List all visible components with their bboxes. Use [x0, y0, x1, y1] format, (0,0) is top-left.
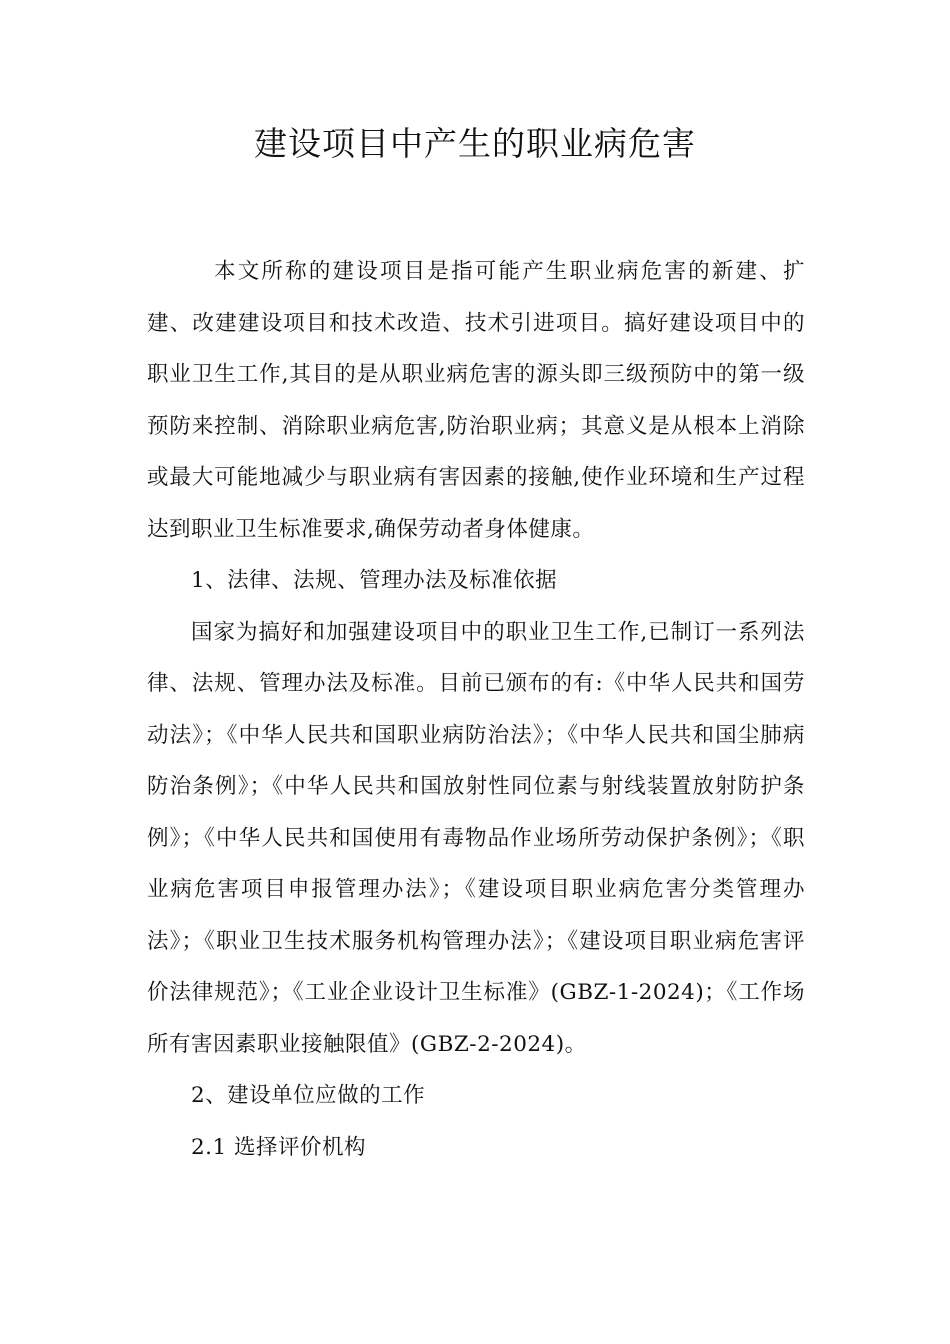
intro-paragraph: 本文所称的建设项目是指可能产生职业病危害的新建、扩建、改建建设项目和技术改造、技术引进项目。搞好建设项目中的职业卫生工作,其目的是从职业病危害的源头即三级预防中的第一级预防来控制、消除职业病危害,防治职业病；其意义是从根本上消除或最大可能地减少与职业病有害因素的接触,使作业环境和生产过程达到职业卫生标准要求,确保劳动者身体健康。: [147, 259, 805, 542]
section-2-1-heading: 2.1 选择评价机构: [191, 1134, 367, 1160]
document-title: 建设项目中产生的职业病危害: [254, 124, 696, 163]
section-2-heading: 2、建设单位应做的工作: [191, 1083, 426, 1108]
document-body: [147, 246, 805, 1173]
section-1-heading: 1、法律、法规、管理办法及标准依据: [191, 568, 558, 593]
section-1-paragraph: 国家为搞好和加强建设项目中的职业卫生工作,已制订一系列法律、法规、管理办法及标准。目前已颁布的有:《中华人民共和国劳动法》；《中华人民共和国职业病防治法》；《中华人民共和国尘肺病防治条例》；《中华人民共和国放射性同位素与射线装置放射防护条例》；《中华人民共和国使用有毒物品作业场所劳动保护条例》；《职业病危害项目申报管理办法》；《建设项目职业病危害分类管理办法》；《职业卫生技术服务机构管理办法》；《建设项目职业病危害评价法律规范》；《工业企业设计卫生标准》(GBZ-1-2024)；《工作场所有害因素职业接触限值》(GBZ-2-2024)。: [147, 619, 805, 1057]
